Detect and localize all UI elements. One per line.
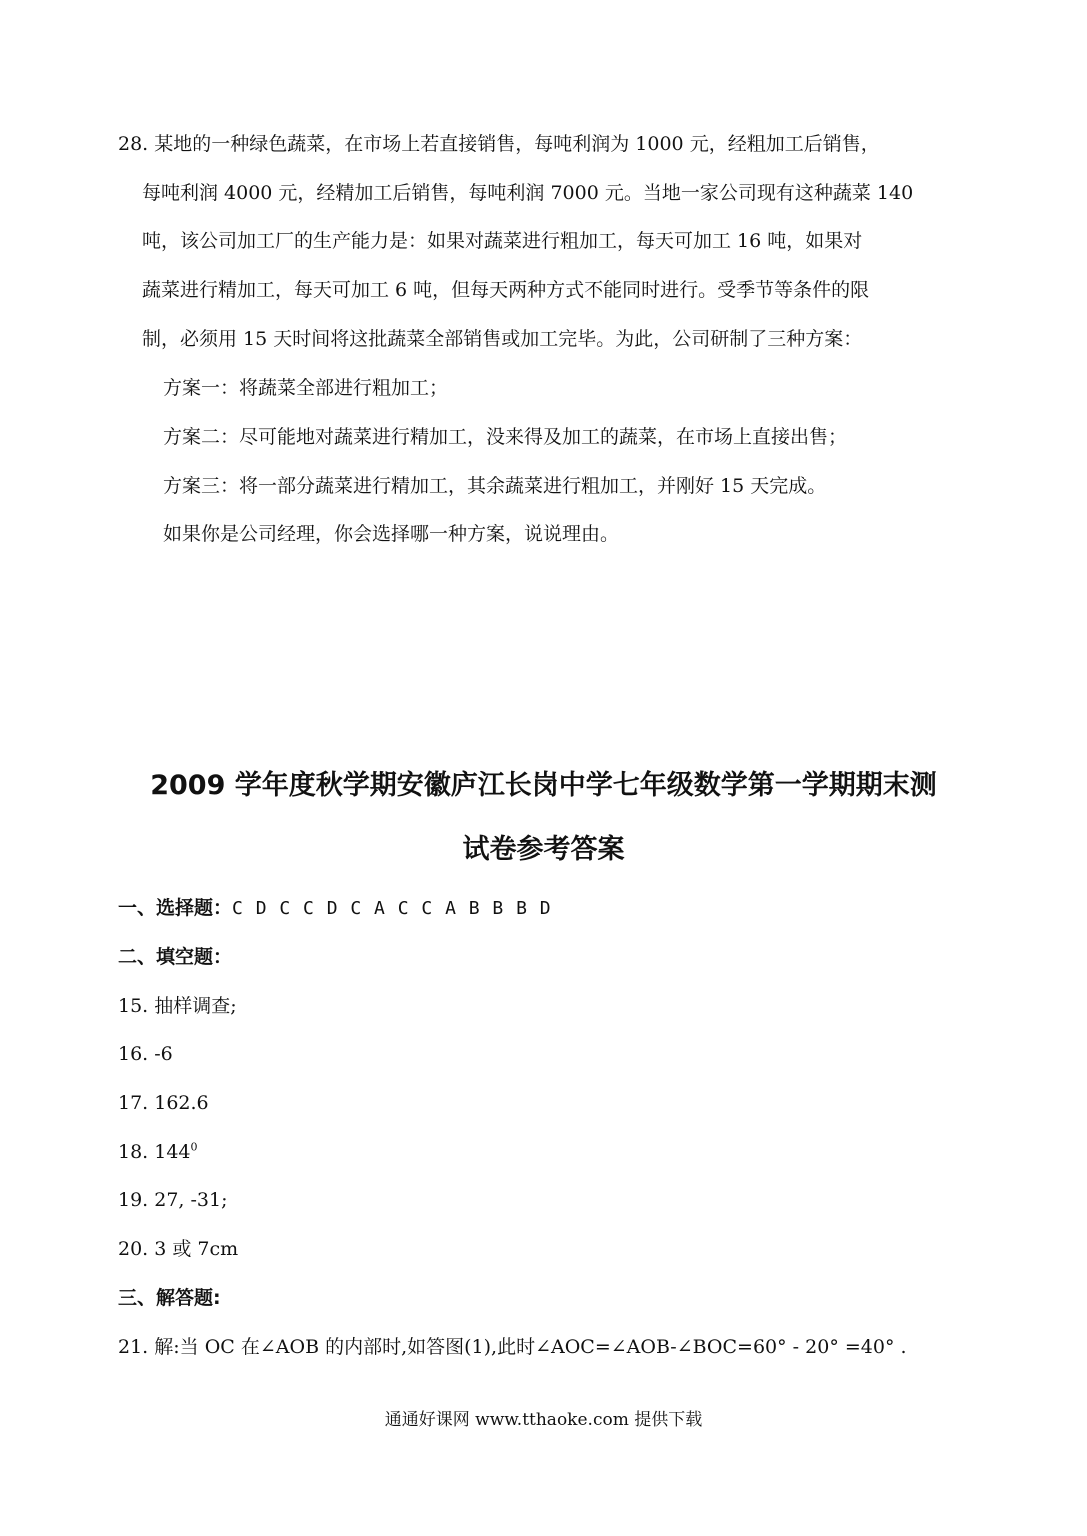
section-1-row [118, 895, 552, 922]
answer-key-title-line-2: 试卷参考答案 [462, 834, 625, 865]
plan-two: 方案二：尽可能地对蔬菜进行精加工，没来得及加工的蔬菜，在市场上直接出售； [163, 426, 848, 448]
plan-three: 方案三：将一部分蔬菜进行精加工，其余蔬菜进行粗加工，并刚好 15 天完成。 [163, 475, 827, 497]
answer-17: 17. 162.6 [118, 1092, 209, 1114]
answer-19: 19. 27, -31; [118, 1189, 228, 1211]
section-3-label: 三、解答题: [118, 1287, 221, 1309]
degree-mark: 0 [190, 1140, 198, 1154]
question-28-line-4: 蔬菜进行精加工，每天可加工 6 吨，但每天两种方式不能同时进行。受季节等条件的限 [142, 279, 870, 301]
answer-20: 20. 3 或 7cm [118, 1238, 239, 1260]
answer-15: 15. 抽样调查; [118, 995, 237, 1017]
question-28-line-1: 28. 某地的一种绿色蔬菜，在市场上若直接销售，每吨利润为 1000 元，经粗加工后销售， [118, 133, 880, 155]
question-28-prompt: 如果你是公司经理，你会选择哪一种方案，说说理由。 [163, 523, 620, 545]
question-28-line-5: 制，必须用 15 天时间将这批蔬菜全部销售或加工完毕。为此，公司研制了三种方案： [142, 328, 863, 350]
section-2-label: 二、填空题： [118, 946, 233, 968]
answer-18-row [118, 1139, 198, 1165]
answer-16: 16. -6 [118, 1043, 173, 1065]
answer-18: 18. 144 [118, 1141, 191, 1163]
page-footer: 通通好课网 www.tthaoke.com 提供下载 [384, 1410, 703, 1430]
question-28-line-2: 每吨利润 4000 元，经精加工后销售，每吨利润 7000 元。当地一家公司现有这种蔬菜 140 [142, 182, 914, 204]
answer-21: 21. 解:当 OC 在∠AOB 的内部时,如答图(1),此时∠AOC=∠AOB-∠BOC=60° - 20° =40° . [118, 1336, 907, 1358]
choice-answers: C D C C D C A C C A B B B D [232, 898, 552, 919]
question-28-line-3: 吨，该公司加工厂的生产能力是：如果对蔬菜进行粗加工，每天可加工 16 吨，如果对 [142, 230, 863, 252]
answer-key-title-line-1: 2009 学年度秋学期安徽庐江长岗中学七年级数学第一学期期末测 [150, 770, 937, 801]
section-1-label: 一、选择题： [118, 897, 233, 919]
plan-one: 方案一：将蔬菜全部进行粗加工； [163, 377, 449, 399]
